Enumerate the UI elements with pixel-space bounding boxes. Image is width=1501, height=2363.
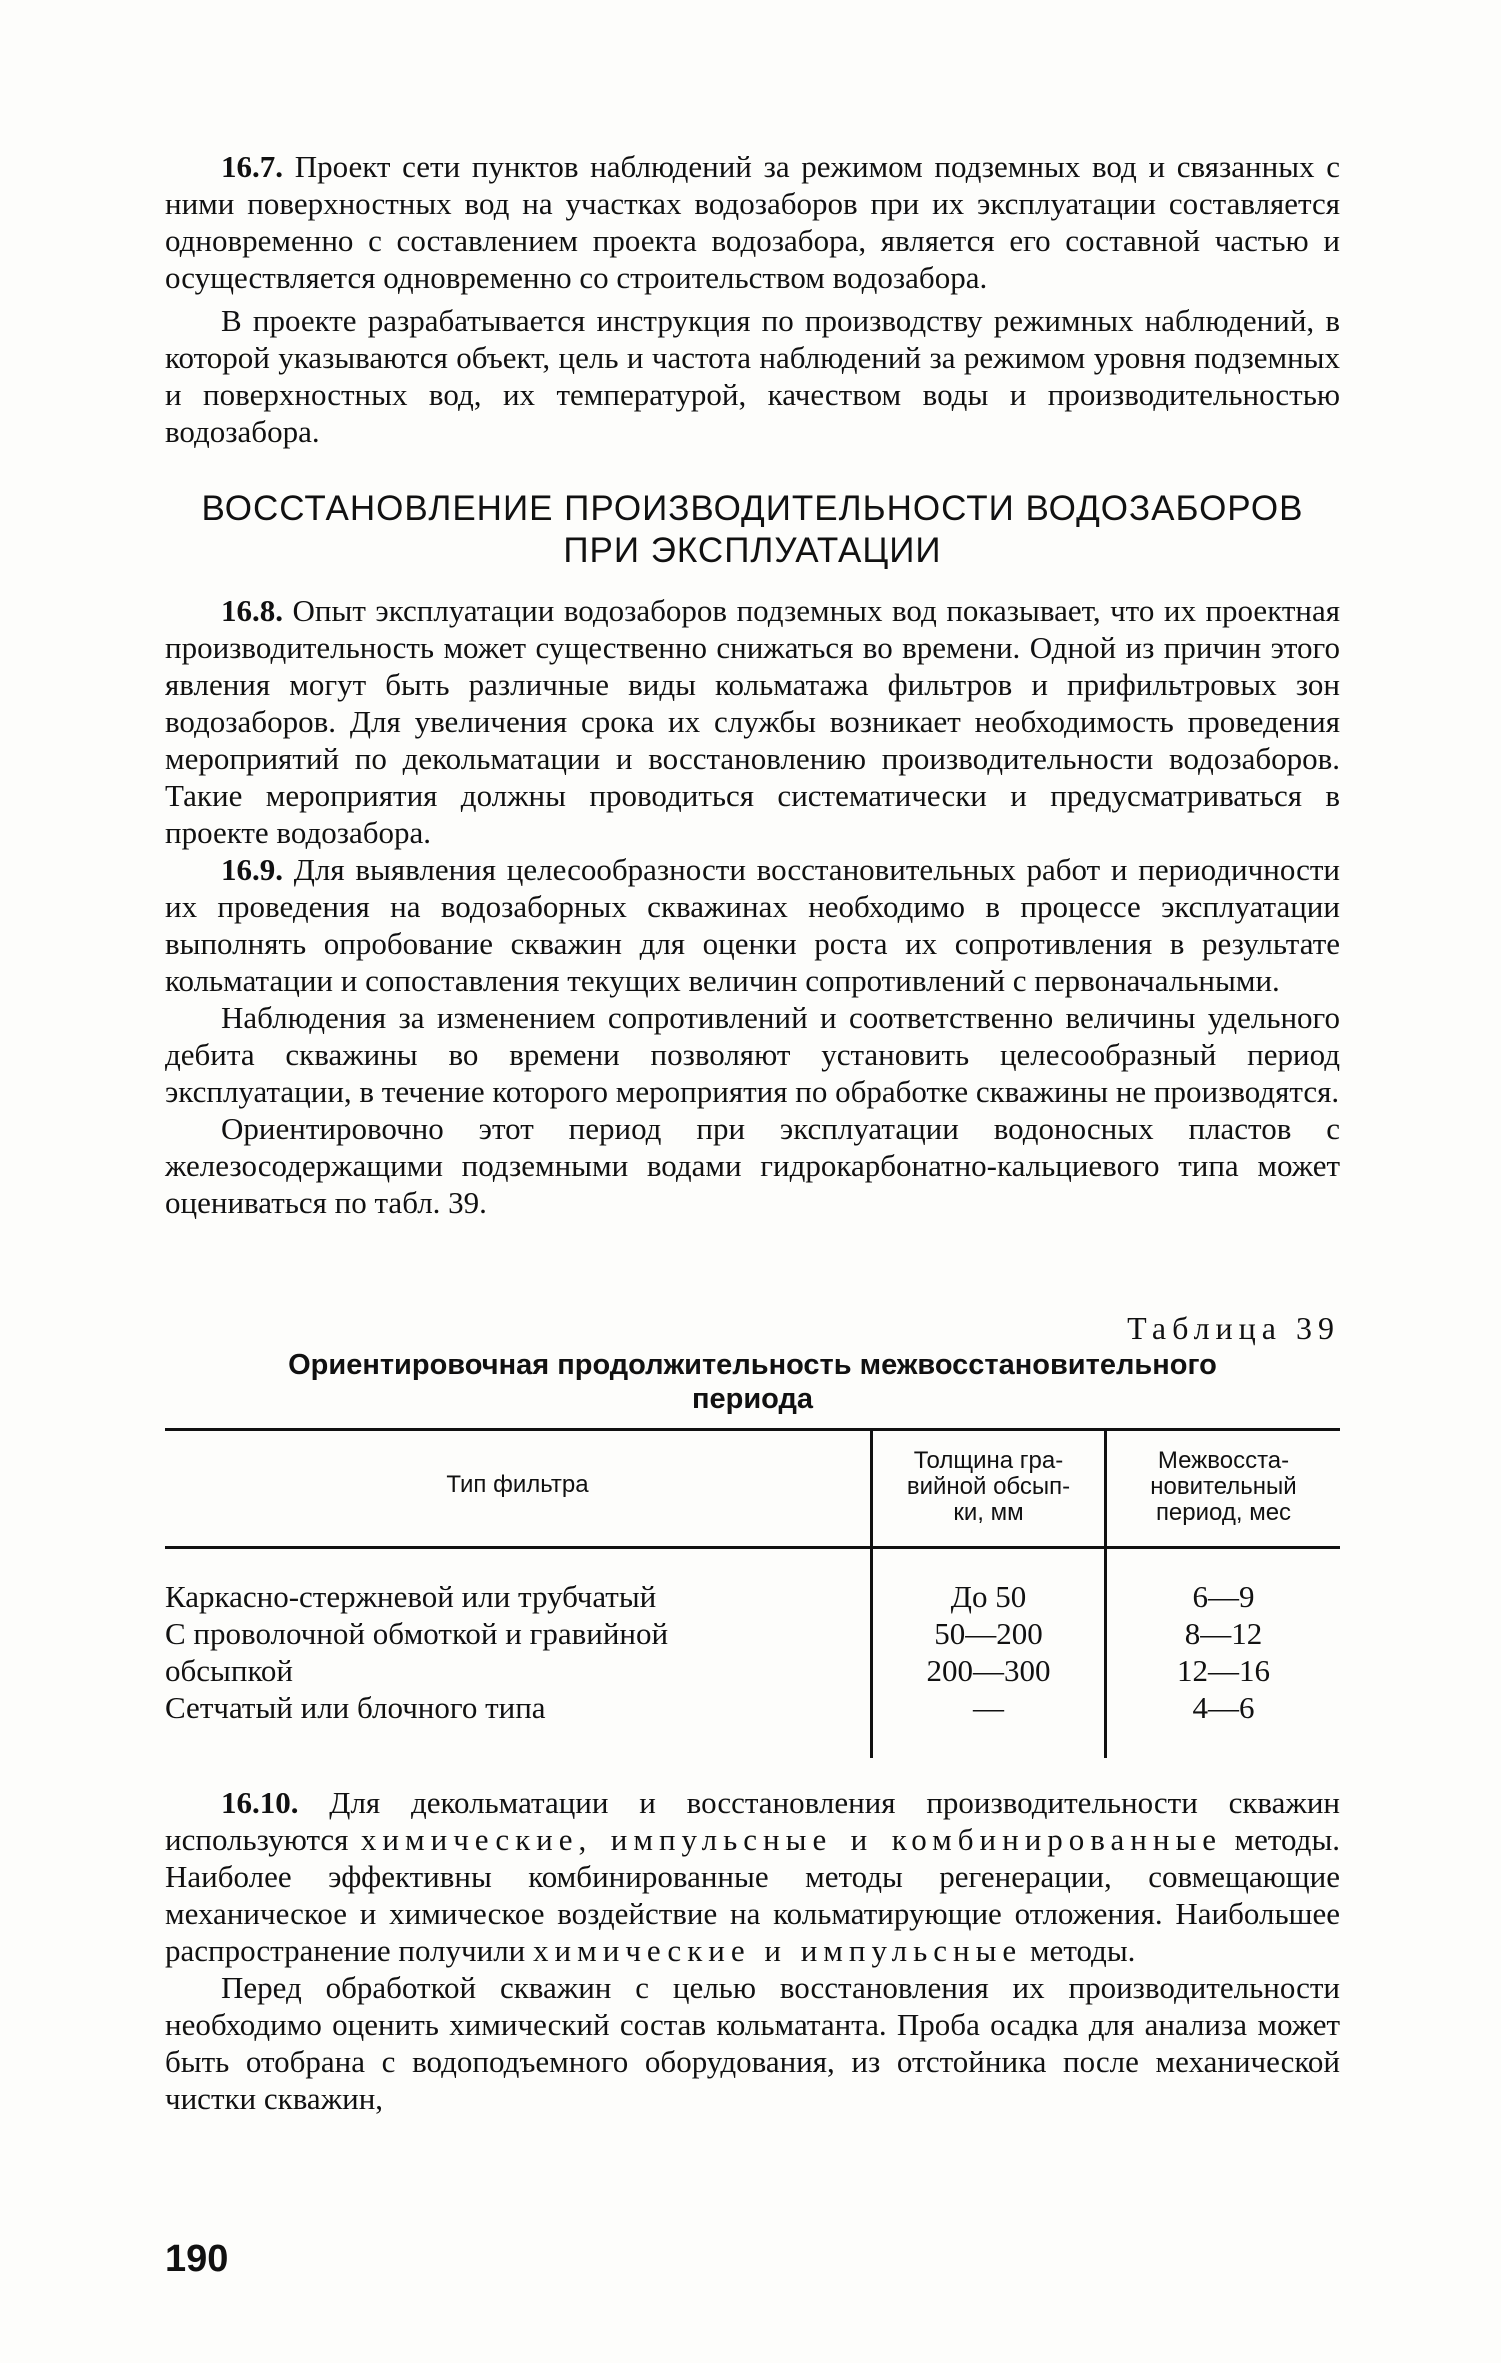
table-label: Таблица 39 <box>1127 1310 1340 1346</box>
paragraph-16-7 <box>165 148 1340 296</box>
table-cell: С проволочной обмоткой и гравийной <box>165 1616 669 1651</box>
table-cell: 6—9 <box>1192 1579 1255 1614</box>
paragraph-observations: Наблюдения за изменением сопротивлений и соответственно величины удельного дебита скважины во времени позволяют установить целесообразный период эксплуатации, в течение которого мероприятия по обработке скважины не производятся. <box>165 1000 1340 1109</box>
header-filter-type: Тип фильтра <box>446 1471 589 1498</box>
header-line: ки, мм <box>953 1499 1024 1526</box>
table-cell: Каркасно-стержневой или трубчатый <box>165 1579 657 1614</box>
table-cell: 4—6 <box>1192 1690 1255 1725</box>
table-39 <box>165 1428 1340 1758</box>
paragraph-text: методы. Наиболее эффективны комбинированные методы регенерации, совмещающие механическое и химическое воздействие на кольматирующие отложения. Наибольшее распространение получили <box>165 1822 1341 1968</box>
header-gravel-thickness <box>873 1448 1104 1526</box>
table-cell: обсыпкой <box>165 1653 294 1688</box>
header-line: новительный <box>1150 1473 1297 1500</box>
table-top-rule <box>165 1428 1340 1431</box>
header-restoration-period <box>1107 1448 1340 1526</box>
paragraph-text: Для декольматации и восстановления производительности скважин используются <box>165 1785 1340 1857</box>
table-cell: До 50 <box>950 1579 1027 1614</box>
section-restoration <box>165 592 1340 1221</box>
table-cell: — <box>973 1690 1004 1725</box>
section-decolmatation <box>165 1784 1340 2117</box>
header-line: Толщина гра- <box>913 1447 1064 1474</box>
table-caption-line-2: периода <box>691 1383 814 1415</box>
table-cell: 50—200 <box>934 1616 1043 1651</box>
section-heading <box>165 488 1340 572</box>
header-line: вийной обсып- <box>906 1473 1071 1500</box>
paragraph-estimate: Ориентировочно этот период при эксплуатации водоносных пластов с железосодержащими подземными водами гидрокарбонатно-кальциевого типа может оцениваться по табл. 39. <box>165 1111 1340 1220</box>
section-regime-observations <box>165 148 1340 450</box>
paragraph-sampling: Перед обработкой скважин с целью восстановления их производительности необходимо оценить химический состав кольматанта. Проба осадка для анализа может быть отобрана с водоподъемного оборудования, из отстойника после механической чистки скважин, <box>165 1970 1340 2116</box>
table-cell: 12—16 <box>1177 1653 1270 1688</box>
table-caption-line-1: Ориентировочная продолжительность межвосстановительного <box>288 1349 1217 1381</box>
table-header-rule <box>165 1546 1340 1549</box>
paragraph-16-8 <box>165 592 1340 851</box>
paragraph-16-9 <box>165 851 1340 999</box>
paragraph-16-10 <box>165 1784 1340 1969</box>
paragraph-number: 16.8. <box>221 593 283 628</box>
table-row-type-column <box>165 1578 865 1726</box>
table-cell: 200—300 <box>926 1653 1051 1688</box>
emphasis-methods: химические и импульсные <box>533 1933 1023 1968</box>
paragraph-text: Для выявления целесообразности восстановительных работ и периодичности их проведения на водозаборных скважинах необходимо в процессе эксплуатации выполнять опробование скважин для оценки роста их сопротивления в результате кольматации и сопоставления текущих величин сопротивлений с первоначальными. <box>165 852 1340 998</box>
table-cell: 8—12 <box>1184 1616 1263 1651</box>
paragraph-text: Проект сети пунктов наблюдений за режимом подземных вод и связанных с ними поверхностных вод на участках водозаборов при их эксплуатации составляется одновременно с составлением проекта водозабора, является его составной частью и осуществляется одновременно со строительством водозабора. <box>165 149 1340 295</box>
table-title-block <box>165 1308 1340 1416</box>
paragraph-text: Опыт эксплуатации водозаборов подземных вод показывает, что их проектная производительность может существенно снижаться во времени. Одной из причин этого явления могут быть различные виды кольматажа фильтров и прифильтровых зон водозаборов. Для увеличения срока их службы возникает необходимость проведения мероприятий по декольматации и восстановлению производительности водозаборов. Такие мероприятия должны проводиться систематически и предусматриваться в проекте водозабора. <box>165 593 1341 850</box>
table-thickness-column <box>873 1578 1104 1726</box>
paragraph-number: 16.7. <box>221 149 283 184</box>
paragraph-instructions: В проекте разрабатывается инструкция по производству режимных наблюдений, в которой указываются объект, цель и частота наблюдений за режимом уровня подземных и поверхностных вод, их температурой, качеством воды и производительностью водозабора. <box>165 303 1340 449</box>
heading-line-2: ПРИ ЭКСПЛУАТАЦИИ <box>563 531 942 570</box>
emphasis-methods: химические, импульсные и комбинированные <box>360 1822 1223 1857</box>
heading-line-1: ВОССТАНОВЛЕНИЕ ПРОИЗВОДИТЕЛЬНОСТИ ВОДОЗАБОРОВ <box>201 489 1304 528</box>
page-number: 190 <box>165 2238 229 2280</box>
header-line: Межвосста- <box>1157 1447 1290 1474</box>
header-line: период, мес <box>1155 1499 1292 1526</box>
paragraph-number: 16.9. <box>221 852 283 887</box>
paragraph-number: 16.10. <box>221 1785 299 1820</box>
paragraph-text: методы. <box>1029 1933 1136 1968</box>
table-cell: Сетчатый или блочного типа <box>165 1690 546 1725</box>
table-period-column <box>1107 1578 1340 1726</box>
